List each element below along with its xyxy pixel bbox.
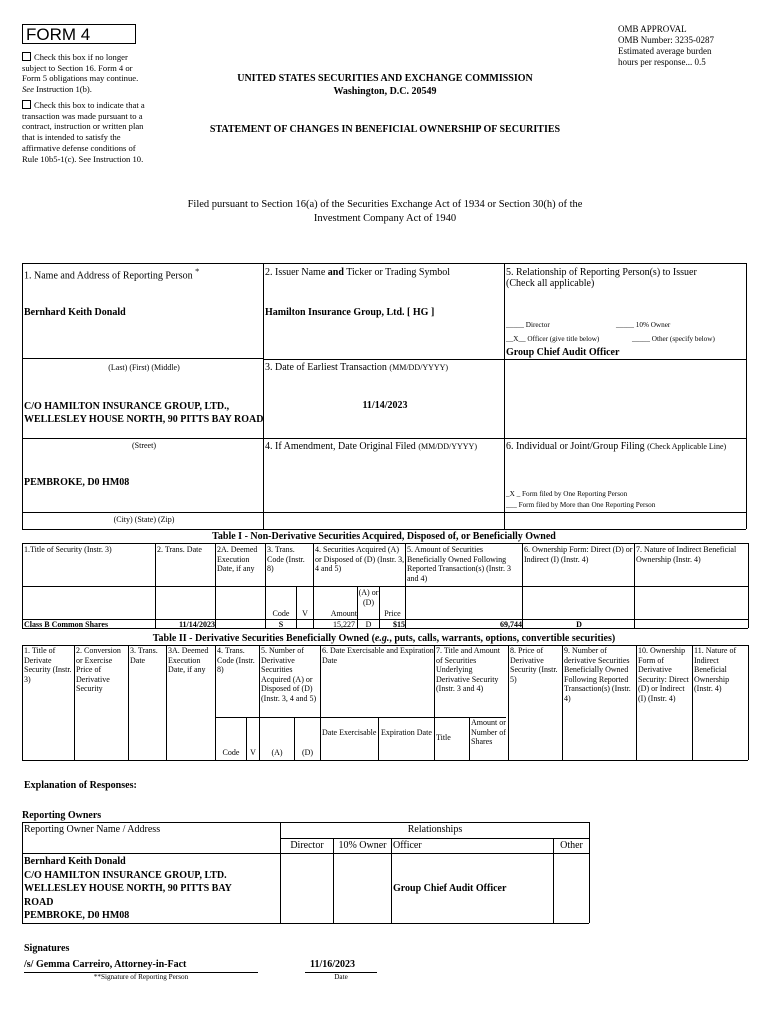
grid-city-line bbox=[22, 512, 746, 513]
box1-label bbox=[24, 267, 260, 281]
t2-h-ownership-form: 10. Ownership Form of Derivative Security: Direct (D) or Indirect (I) (Instr. 4) bbox=[638, 646, 689, 703]
box5-sublabel: (Check all applicable) bbox=[506, 278, 595, 289]
rule-10b5-check-text: Check this box to indicate that a transaction was made pursuant to a contract, instruction or written plan that is intended to satisfy the affirmative defense conditions of Rule 10b5-1(c). See Instruction 10. bbox=[22, 100, 145, 164]
t1-h-ownership-form: 6. Ownership Form: Direct (D) or Indirect (I) (Instr. 4) bbox=[524, 545, 633, 564]
t2-h-underlying: 7. Title and Amount of Securities Underlying Derivative Security (Instr. 3 and 4) bbox=[436, 646, 501, 694]
box3-bottom-line bbox=[263, 438, 746, 439]
owner-line-3: WELLESLEY HOUSE NORTH, 90 PITTS BAY bbox=[24, 883, 232, 894]
ow-v0 bbox=[22, 822, 23, 923]
section16-check bbox=[22, 52, 152, 95]
owner-line-4: ROAD bbox=[24, 896, 54, 908]
t2-h-price: 8. Price of Derivative Security (Instr. 5) bbox=[510, 646, 558, 684]
t1-v7 bbox=[634, 543, 635, 628]
agency-city: Washington, D.C. 20549 bbox=[333, 86, 437, 97]
t1-h-amount-owned: 5. Amount of Securities Beneficially Owned Following Reported Transaction(s) (Instr. 3 and 4) bbox=[407, 545, 511, 583]
explanation-heading: Explanation of Responses: bbox=[24, 780, 137, 791]
t2-v5 bbox=[259, 645, 260, 760]
t1-v2 bbox=[215, 543, 216, 628]
statement-title: STATEMENT OF CHANGES IN BENEFICIAL OWNERSHIP OF SECURITIES bbox=[209, 124, 561, 135]
owners-col-name: Reporting Owner Name / Address bbox=[24, 824, 161, 835]
signature-label: **Signature of Reporting Person bbox=[93, 973, 189, 981]
name-bottom-line bbox=[22, 358, 263, 359]
t2-v2 bbox=[128, 645, 129, 760]
omb-approval bbox=[618, 24, 738, 68]
t2-v7 bbox=[434, 645, 435, 760]
t2-sub-expiration: Expiration Date bbox=[381, 728, 432, 737]
t2-v-title bbox=[469, 717, 470, 760]
rule-10b5-check bbox=[22, 100, 152, 164]
box4-format: (MM/DD/YYYY) bbox=[418, 442, 477, 451]
signatures-heading: Signatures bbox=[24, 943, 70, 954]
t2-v8 bbox=[508, 645, 509, 760]
box5-label bbox=[506, 267, 744, 289]
owner-name-address bbox=[24, 855, 232, 923]
t2-h-code: 4. Trans. Code (Instr. 8) bbox=[217, 646, 255, 675]
t2-h-title: 1. Title of Derivate Security (Instr. 3) bbox=[24, 646, 72, 684]
box3-label bbox=[265, 362, 448, 373]
t2-sub-code: Code bbox=[222, 748, 240, 757]
t1-v5 bbox=[405, 543, 406, 628]
agency-name: UNITED STATES SECURITIES AND EXCHANGE COMMISSION bbox=[237, 73, 533, 84]
t2-sub-a: (A) bbox=[271, 748, 283, 757]
table2-title-eg: e.g. bbox=[374, 633, 390, 644]
ow-v5 bbox=[589, 822, 590, 923]
owners-rel-line bbox=[280, 838, 589, 839]
filed-line-2: Investment Company Act of 1940 bbox=[313, 213, 457, 224]
t1-v0 bbox=[22, 543, 23, 628]
t1-sub-amount: Amount bbox=[330, 609, 357, 618]
t2-h-number: 5. Number of Derivative Securities Acquired (A) or Disposed of (D) (Instr. 3, 4 and 5) bbox=[261, 646, 317, 703]
omb-line-2: OMB Number: 3235-0287 bbox=[618, 35, 714, 45]
see-text: See bbox=[22, 84, 34, 95]
street-sublabel: (Street) bbox=[132, 441, 156, 450]
t1-h-date: 2. Trans. Date bbox=[157, 545, 202, 554]
t2-v-exp bbox=[378, 717, 379, 760]
t1-row-amount: 15,227 bbox=[333, 620, 355, 629]
t1-sub-code: Code bbox=[272, 609, 290, 618]
box3-label-text: 3. Date of Earliest Transaction bbox=[265, 362, 387, 373]
owner-officer-value: Group Chief Audit Officer bbox=[393, 883, 507, 894]
box2-label-b: Ticker or Trading Symbol bbox=[346, 267, 451, 278]
box1-asterisk: * bbox=[195, 267, 200, 276]
signature-name: /s/ Gemma Carreiro, Attorney-in-Fact bbox=[24, 959, 187, 970]
rel-10pct-owner: _____ 10% Owner bbox=[616, 321, 671, 329]
owners-col-relationships: Relationships bbox=[407, 824, 463, 835]
instruction-1b-text: Instruction 1(b). bbox=[36, 84, 92, 95]
grid-bottom-line bbox=[22, 529, 746, 530]
owners-col-10pct: 10% Owner bbox=[338, 840, 387, 851]
filing-one-person: _X _ Form filed by One Reporting Person bbox=[506, 490, 628, 498]
city-sublabel: (City) (State) (Zip) bbox=[113, 515, 175, 524]
table1-top-line bbox=[22, 543, 748, 544]
t1-row-price: $15 bbox=[393, 620, 405, 629]
earliest-transaction-date: 11/14/2023 bbox=[362, 400, 408, 411]
table1-title: Table I - Non-Derivative Securities Acquired, Disposed of, or Beneficially Owned bbox=[212, 531, 556, 542]
owner-line-5: PEMBROKE, D0 HM08 bbox=[24, 910, 130, 921]
owners-bottom-line bbox=[22, 923, 589, 924]
t2-sub-exercisable: Date Exercisable bbox=[322, 728, 377, 737]
t1-h-deemed: 2A. Deemed Execution Date, if any bbox=[217, 545, 258, 574]
grid-col2-line bbox=[504, 263, 505, 529]
t2-v12 bbox=[748, 645, 749, 760]
t1-sub-price: Price bbox=[384, 609, 401, 618]
omb-line-3: Estimated average burden bbox=[618, 46, 712, 56]
box4-label bbox=[265, 441, 505, 452]
box5-bottom-line bbox=[504, 359, 746, 360]
table1-header-line bbox=[22, 586, 748, 587]
t2-v0 bbox=[22, 645, 23, 760]
t1-row-security: Class B Common Shares bbox=[24, 620, 109, 629]
t1-h-acquired: 4. Securities Acquired (A) or Disposed of (D) (Instr. 3, 4 and 5) bbox=[315, 545, 405, 574]
grid-top-line bbox=[22, 263, 746, 264]
rel-officer: __X__ Officer (give title below) bbox=[506, 335, 600, 343]
t1-sub-v: V bbox=[302, 609, 308, 618]
reporting-address: C/O HAMILTON INSURANCE GROUP, LTD., WELLESLEY HOUSE NORTH, 90 PITTS BAY ROAD bbox=[24, 401, 264, 425]
owners-top-line bbox=[22, 822, 589, 823]
ow-v1 bbox=[280, 822, 281, 923]
t1-v8 bbox=[748, 543, 749, 628]
table2-title-b: , puts, calls, warrants, options, convertible securities) bbox=[389, 633, 616, 644]
box1-label-text: 1. Name and Address of Reporting Person bbox=[24, 270, 193, 282]
owners-col-director: Director bbox=[290, 840, 324, 851]
table2-title-a: Table II - Derivative Securities Beneficially Owned ( bbox=[152, 633, 375, 644]
t1-row-date: 11/14/2023 bbox=[178, 620, 215, 629]
box3-format: (MM/DD/YYYY) bbox=[389, 363, 449, 372]
filing-more-persons: ___ Form filed by More than One Reporting Person bbox=[506, 501, 656, 509]
signature-date: 11/16/2023 bbox=[310, 959, 356, 970]
owners-col-officer: Officer bbox=[393, 840, 422, 851]
t1-row-form: D bbox=[576, 620, 582, 629]
rel-other: _____ Other (specify below) bbox=[632, 335, 715, 343]
t2-v4 bbox=[215, 645, 216, 760]
t2-sub-v: V bbox=[250, 748, 256, 757]
t1-h-nature: 7. Nature of Indirect Beneficial Ownership (Instr. 4) bbox=[636, 545, 737, 564]
address-bottom-line bbox=[22, 438, 263, 439]
t1-v1 bbox=[155, 543, 156, 628]
date-label: Date bbox=[334, 973, 348, 981]
t1-v-code bbox=[296, 586, 297, 628]
t2-sub-title: Title bbox=[436, 733, 451, 742]
t2-v9 bbox=[562, 645, 563, 760]
owners-header-line bbox=[22, 853, 589, 854]
section16-check-text: Check this box if no longer subject to Section 16. Form 4 or Form 5 obligations may continue. bbox=[22, 52, 139, 84]
owners-col-other: Other bbox=[560, 840, 583, 851]
filed-pursuant bbox=[150, 198, 620, 226]
omb-line-1: OMB APPROVAL bbox=[618, 24, 687, 34]
t2-h-date: 3. Trans. Date bbox=[130, 646, 158, 665]
t2-sub-d: (D) bbox=[301, 748, 314, 757]
grid-col1-line bbox=[263, 263, 264, 529]
t1-row-owned: 69,744 bbox=[500, 620, 522, 629]
box6-label-text: 6. Individual or Joint/Group Filing bbox=[506, 441, 645, 452]
reporting-city: PEMBROKE, D0 HM08 bbox=[24, 477, 130, 488]
box4-label-text: 4. If Amendment, Date Original Filed bbox=[265, 441, 416, 452]
owner-line-2: C/O HAMILTON INSURANCE GROUP, LTD. bbox=[24, 869, 227, 881]
officer-title: Group Chief Audit Officer bbox=[506, 347, 620, 358]
t2-v10 bbox=[636, 645, 637, 760]
t1-sub-aord: (A) or (D) bbox=[358, 588, 379, 607]
reporting-person-name: Bernhard Keith Donald bbox=[24, 307, 126, 318]
form-title: FORM 4 bbox=[22, 24, 136, 44]
grid-right-line bbox=[746, 263, 747, 529]
t2-v1 bbox=[74, 645, 75, 760]
filed-line-1: Filed pursuant to Section 16(a) of the Securities Exchange Act of 1934 or Section 30(h) of the bbox=[187, 199, 583, 210]
ow-v3 bbox=[391, 838, 392, 923]
t2-h-conversion: 2. Conversion or Exercise Price of Derivative Security bbox=[76, 646, 121, 694]
box2-bottom-line bbox=[263, 359, 504, 360]
table2-title bbox=[22, 633, 746, 644]
t2-sub-amount: Amount or Number of Shares bbox=[471, 718, 506, 747]
box2-label bbox=[265, 267, 450, 278]
box6-sublabel: (Check Applicable Line) bbox=[647, 442, 727, 451]
owner-line-1: Bernhard Keith Donald bbox=[24, 856, 126, 867]
t2-h-owned: 9. Number of derivative Securities Beneficially Owned Following Reported Transaction(s) (Instr. 4) bbox=[564, 646, 631, 703]
t1-row-aord: D bbox=[365, 620, 372, 629]
name-sublabel: (Last) (First) (Middle) bbox=[108, 363, 180, 372]
grid-left-line bbox=[22, 263, 23, 529]
t2-h-deemed: 3A. Deemed Execution Date, if any bbox=[168, 646, 209, 675]
box2-label-a: 2. Issuer Name bbox=[265, 267, 326, 278]
reporting-owners-heading: Reporting Owners bbox=[22, 810, 102, 821]
t2-h-nature: 11. Nature of Indirect Beneficial Ownership (Instr. 4) bbox=[694, 646, 737, 694]
box2-label-and: and bbox=[327, 267, 344, 278]
t2-v6 bbox=[320, 645, 321, 760]
issuer-name: Hamilton Insurance Group, Ltd. [ HG ] bbox=[265, 307, 435, 318]
section16-checkbox[interactable] bbox=[22, 52, 31, 61]
rel-director: _____ Director bbox=[506, 321, 550, 329]
box5-label-text: 5. Relationship of Reporting Person(s) to Issuer bbox=[506, 267, 697, 278]
t2-v11 bbox=[692, 645, 693, 760]
t1-v6 bbox=[522, 543, 523, 628]
t1-h-title: 1.Title of Security (Instr. 3) bbox=[24, 545, 112, 554]
table2-bottom-line bbox=[22, 760, 748, 761]
omb-line-4: hours per response... 0.5 bbox=[618, 57, 706, 67]
t2-v3 bbox=[166, 645, 167, 760]
t1-row-code: S bbox=[278, 620, 284, 629]
rule-10b5-checkbox[interactable] bbox=[22, 100, 31, 109]
t2-h-exercisable: 6. Date Exercisable and Expiration Date bbox=[322, 646, 434, 665]
box6-label bbox=[506, 441, 744, 452]
t1-h-code: 3. Trans. Code (Instr. 8) bbox=[267, 545, 305, 574]
